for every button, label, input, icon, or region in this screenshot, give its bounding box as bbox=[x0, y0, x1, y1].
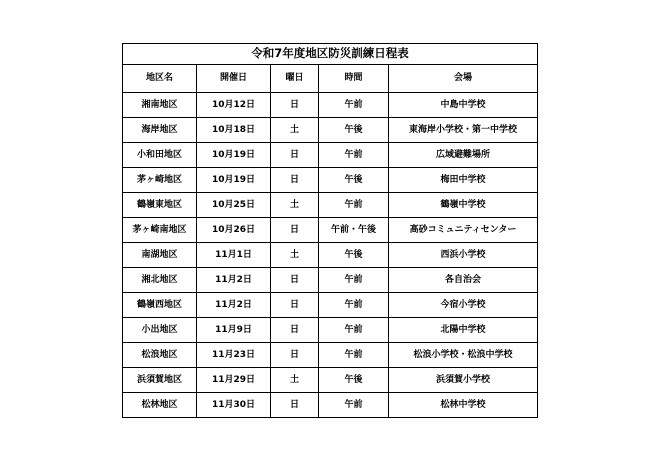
cell-weekday: 日 bbox=[271, 343, 319, 368]
cell-time: 午後 bbox=[319, 243, 389, 268]
table-row bbox=[123, 368, 538, 393]
cell-date: 10月19日 bbox=[197, 168, 271, 193]
cell-venue: 浜須賀小学校 bbox=[389, 368, 538, 393]
cell-date: 11月1日 bbox=[197, 243, 271, 268]
cell-weekday: 土 bbox=[271, 243, 319, 268]
cell-area: 茅ヶ崎南地区 bbox=[123, 218, 197, 243]
cell-time: 午後 bbox=[319, 118, 389, 143]
table-row bbox=[123, 268, 538, 293]
cell-venue: 西浜小学校 bbox=[389, 243, 538, 268]
cell-weekday: 日 bbox=[271, 93, 319, 118]
cell-area: 海岸地区 bbox=[123, 118, 197, 143]
cell-area: 松浪地区 bbox=[123, 343, 197, 368]
cell-time: 午前 bbox=[319, 393, 389, 418]
schedule-sheet bbox=[122, 43, 537, 418]
cell-venue: 今宿小学校 bbox=[389, 293, 538, 318]
header-date: 開催日 bbox=[197, 65, 271, 93]
cell-area: 松林地区 bbox=[123, 393, 197, 418]
cell-area: 小出地区 bbox=[123, 318, 197, 343]
cell-area: 茅ヶ崎地区 bbox=[123, 168, 197, 193]
cell-date: 11月9日 bbox=[197, 318, 271, 343]
cell-time: 午前 bbox=[319, 293, 389, 318]
cell-venue: 松林中学校 bbox=[389, 393, 538, 418]
schedule-table bbox=[122, 43, 538, 418]
table-row bbox=[123, 93, 538, 118]
cell-area: 湘南地区 bbox=[123, 93, 197, 118]
table-row bbox=[123, 393, 538, 418]
cell-date: 10月18日 bbox=[197, 118, 271, 143]
cell-date: 11月23日 bbox=[197, 343, 271, 368]
cell-time: 午前・午後 bbox=[319, 218, 389, 243]
table-row bbox=[123, 193, 538, 218]
cell-weekday: 土 bbox=[271, 368, 319, 393]
cell-weekday: 土 bbox=[271, 118, 319, 143]
cell-venue: 中島中学校 bbox=[389, 93, 538, 118]
cell-venue: 梅田中学校 bbox=[389, 168, 538, 193]
cell-area: 南湖地区 bbox=[123, 243, 197, 268]
cell-time: 午前 bbox=[319, 318, 389, 343]
cell-venue: 北陽中学校 bbox=[389, 318, 538, 343]
cell-weekday: 日 bbox=[271, 393, 319, 418]
header-row bbox=[123, 65, 538, 93]
cell-venue: 東海岸小学校・第一中学校 bbox=[389, 118, 538, 143]
cell-venue: 松浪小学校・松浪中学校 bbox=[389, 343, 538, 368]
table-row bbox=[123, 243, 538, 268]
cell-weekday: 日 bbox=[271, 268, 319, 293]
cell-weekday: 日 bbox=[271, 168, 319, 193]
cell-date: 10月12日 bbox=[197, 93, 271, 118]
cell-weekday: 日 bbox=[271, 293, 319, 318]
cell-venue: 各自治会 bbox=[389, 268, 538, 293]
cell-time: 午前 bbox=[319, 268, 389, 293]
cell-area: 小和田地区 bbox=[123, 143, 197, 168]
cell-date: 11月29日 bbox=[197, 368, 271, 393]
cell-weekday: 日 bbox=[271, 318, 319, 343]
cell-time: 午後 bbox=[319, 368, 389, 393]
table-title: 令和7年度地区防災訓練日程表 bbox=[123, 44, 538, 65]
table-row bbox=[123, 293, 538, 318]
cell-weekday: 日 bbox=[271, 143, 319, 168]
cell-venue: 広域避難場所 bbox=[389, 143, 538, 168]
cell-date: 11月30日 bbox=[197, 393, 271, 418]
cell-weekday: 土 bbox=[271, 193, 319, 218]
header-area: 地区名 bbox=[123, 65, 197, 93]
cell-weekday: 日 bbox=[271, 218, 319, 243]
table-row bbox=[123, 143, 538, 168]
header-weekday: 曜日 bbox=[271, 65, 319, 93]
cell-venue: 高砂コミュニティセンター bbox=[389, 218, 538, 243]
header-time: 時間 bbox=[319, 65, 389, 93]
cell-time: 午後 bbox=[319, 168, 389, 193]
cell-time: 午前 bbox=[319, 343, 389, 368]
cell-time: 午前 bbox=[319, 193, 389, 218]
table-row bbox=[123, 318, 538, 343]
table-row bbox=[123, 343, 538, 368]
cell-date: 10月26日 bbox=[197, 218, 271, 243]
table-row bbox=[123, 168, 538, 193]
cell-date: 11月2日 bbox=[197, 268, 271, 293]
cell-area: 湘北地区 bbox=[123, 268, 197, 293]
cell-area: 浜須賀地区 bbox=[123, 368, 197, 393]
table-row bbox=[123, 218, 538, 243]
cell-area: 鶴嶺東地区 bbox=[123, 193, 197, 218]
header-venue: 会場 bbox=[389, 65, 538, 93]
cell-venue: 鶴嶺中学校 bbox=[389, 193, 538, 218]
cell-time: 午前 bbox=[319, 93, 389, 118]
table-row bbox=[123, 118, 538, 143]
cell-date: 10月19日 bbox=[197, 143, 271, 168]
cell-area: 鶴嶺西地区 bbox=[123, 293, 197, 318]
cell-date: 11月2日 bbox=[197, 293, 271, 318]
cell-time: 午前 bbox=[319, 143, 389, 168]
cell-date: 10月25日 bbox=[197, 193, 271, 218]
